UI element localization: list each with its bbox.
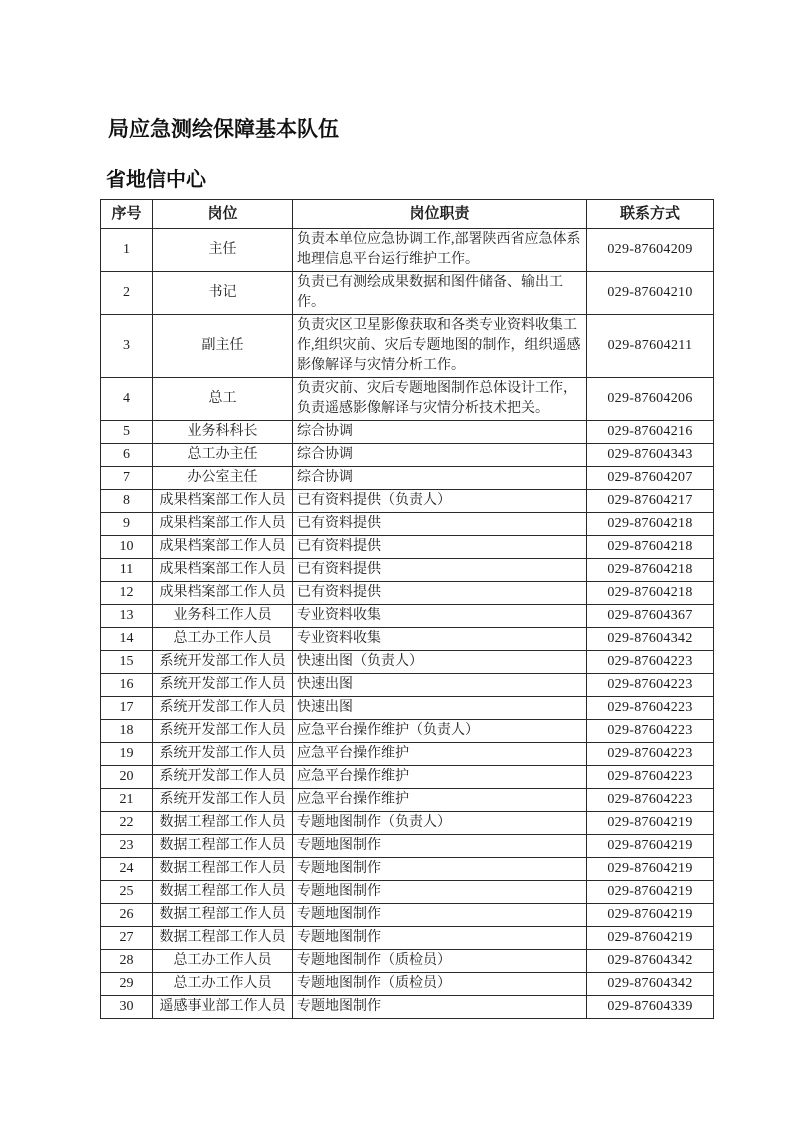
cell-contact: 029-87604223 — [587, 720, 714, 743]
cell-contact: 029-87604219 — [587, 904, 714, 927]
cell-position: 数据工程部工作人员 — [153, 927, 293, 950]
cell-contact: 029-87604218 — [587, 582, 714, 605]
table-row — [101, 904, 714, 927]
cell-contact: 029-87604339 — [587, 996, 714, 1019]
cell-index: 26 — [101, 904, 153, 927]
cell-index: 20 — [101, 766, 153, 789]
col-header-contact: 联系方式 — [587, 200, 714, 229]
table-row — [101, 835, 714, 858]
cell-position: 数据工程部工作人员 — [153, 835, 293, 858]
cell-contact: 029-87604223 — [587, 697, 714, 720]
table-row — [101, 743, 714, 766]
cell-index: 14 — [101, 628, 153, 651]
col-header-position: 岗位 — [153, 200, 293, 229]
cell-position: 数据工程部工作人员 — [153, 881, 293, 904]
table-row — [101, 651, 714, 674]
cell-index: 10 — [101, 536, 153, 559]
cell-position: 业务科工作人员 — [153, 605, 293, 628]
table-row — [101, 973, 714, 996]
cell-duty: 快速出图 — [293, 674, 587, 697]
cell-contact: 029-87604207 — [587, 467, 714, 490]
cell-index: 24 — [101, 858, 153, 881]
cell-contact: 029-87604342 — [587, 950, 714, 973]
table-row — [101, 444, 714, 467]
cell-position: 数据工程部工作人员 — [153, 904, 293, 927]
cell-contact: 029-87604209 — [587, 229, 714, 272]
cell-duty: 快速出图（负责人） — [293, 651, 587, 674]
cell-duty: 应急平台操作维护（负责人） — [293, 720, 587, 743]
cell-position: 成果档案部工作人员 — [153, 536, 293, 559]
cell-contact: 029-87604218 — [587, 536, 714, 559]
table-row — [101, 559, 714, 582]
cell-position: 总工办工作人员 — [153, 973, 293, 996]
cell-position: 系统开发部工作人员 — [153, 743, 293, 766]
table-row — [101, 789, 714, 812]
cell-index: 11 — [101, 559, 153, 582]
cell-duty: 专题地图制作（负责人） — [293, 812, 587, 835]
roster-table — [100, 199, 714, 1019]
cell-index: 15 — [101, 651, 153, 674]
cell-position: 系统开发部工作人员 — [153, 720, 293, 743]
cell-position: 系统开发部工作人员 — [153, 697, 293, 720]
cell-contact: 029-87604367 — [587, 605, 714, 628]
cell-position: 总工 — [153, 378, 293, 421]
table-row — [101, 881, 714, 904]
cell-index: 18 — [101, 720, 153, 743]
cell-contact: 029-87604211 — [587, 315, 714, 378]
cell-position: 系统开发部工作人员 — [153, 674, 293, 697]
table-row — [101, 605, 714, 628]
table-row — [101, 467, 714, 490]
cell-duty: 综合协调 — [293, 444, 587, 467]
cell-duty: 应急平台操作维护 — [293, 766, 587, 789]
cell-contact: 029-87604210 — [587, 272, 714, 315]
cell-contact: 029-87604223 — [587, 674, 714, 697]
cell-position: 总工办主任 — [153, 444, 293, 467]
cell-contact: 029-87604219 — [587, 881, 714, 904]
cell-index: 16 — [101, 674, 153, 697]
cell-contact: 029-87604223 — [587, 766, 714, 789]
cell-contact: 029-87604206 — [587, 378, 714, 421]
cell-position: 成果档案部工作人员 — [153, 490, 293, 513]
cell-index: 29 — [101, 973, 153, 996]
col-header-duty: 岗位职责 — [293, 200, 587, 229]
cell-index: 22 — [101, 812, 153, 835]
table-row — [101, 950, 714, 973]
document-title: 局应急测绘保障基本队伍 — [108, 118, 339, 141]
table-row — [101, 513, 714, 536]
table-row — [101, 421, 714, 444]
cell-position: 书记 — [153, 272, 293, 315]
cell-duty: 专题地图制作 — [293, 904, 587, 927]
cell-contact: 029-87604343 — [587, 444, 714, 467]
cell-index: 1 — [101, 229, 153, 272]
cell-position: 数据工程部工作人员 — [153, 858, 293, 881]
cell-index: 28 — [101, 950, 153, 973]
cell-duty: 专业资料收集 — [293, 605, 587, 628]
cell-index: 27 — [101, 927, 153, 950]
cell-contact: 029-87604223 — [587, 743, 714, 766]
cell-contact: 029-87604219 — [587, 858, 714, 881]
section-title: 省地信中心 — [106, 169, 206, 191]
table-row — [101, 315, 714, 378]
cell-index: 6 — [101, 444, 153, 467]
cell-contact: 029-87604219 — [587, 927, 714, 950]
table-row — [101, 536, 714, 559]
cell-contact: 029-87604217 — [587, 490, 714, 513]
table-row — [101, 378, 714, 421]
cell-position: 成果档案部工作人员 — [153, 513, 293, 536]
cell-position: 主任 — [153, 229, 293, 272]
cell-position: 系统开发部工作人员 — [153, 651, 293, 674]
cell-index: 21 — [101, 789, 153, 812]
cell-index: 2 — [101, 272, 153, 315]
cell-contact: 029-87604219 — [587, 835, 714, 858]
cell-duty: 综合协调 — [293, 421, 587, 444]
table-row — [101, 996, 714, 1019]
cell-duty: 专题地图制作 — [293, 858, 587, 881]
table-row — [101, 858, 714, 881]
cell-index: 12 — [101, 582, 153, 605]
cell-index: 25 — [101, 881, 153, 904]
table-row — [101, 582, 714, 605]
cell-duty: 已有资料提供（负责人） — [293, 490, 587, 513]
table-row — [101, 229, 714, 272]
cell-duty: 专题地图制作（质检员） — [293, 973, 587, 996]
cell-duty: 已有资料提供 — [293, 582, 587, 605]
cell-position: 总工办工作人员 — [153, 950, 293, 973]
col-header-index: 序号 — [101, 200, 153, 229]
cell-index: 3 — [101, 315, 153, 378]
table-row — [101, 674, 714, 697]
table-row — [101, 766, 714, 789]
table-row — [101, 720, 714, 743]
cell-duty: 应急平台操作维护 — [293, 743, 587, 766]
table-row — [101, 697, 714, 720]
cell-index: 5 — [101, 421, 153, 444]
cell-index: 30 — [101, 996, 153, 1019]
cell-index: 13 — [101, 605, 153, 628]
cell-contact: 029-87604342 — [587, 973, 714, 996]
table-row — [101, 812, 714, 835]
cell-position: 业务科科长 — [153, 421, 293, 444]
table-header-row — [101, 200, 714, 229]
cell-position: 遥感事业部工作人员 — [153, 996, 293, 1019]
table-row — [101, 927, 714, 950]
cell-duty: 已有资料提供 — [293, 559, 587, 582]
cell-duty: 应急平台操作维护 — [293, 789, 587, 812]
cell-duty: 专题地图制作 — [293, 881, 587, 904]
cell-contact: 029-87604219 — [587, 812, 714, 835]
cell-index: 4 — [101, 378, 153, 421]
cell-position: 办公室主任 — [153, 467, 293, 490]
cell-contact: 029-87604223 — [587, 789, 714, 812]
cell-duty: 综合协调 — [293, 467, 587, 490]
cell-duty: 已有资料提供 — [293, 536, 587, 559]
cell-position: 成果档案部工作人员 — [153, 582, 293, 605]
cell-duty: 负责已有测绘成果数据和图件储备、输出工作。 — [293, 272, 587, 315]
cell-index: 19 — [101, 743, 153, 766]
cell-duty: 专题地图制作（质检员） — [293, 950, 587, 973]
cell-contact: 029-87604218 — [587, 559, 714, 582]
cell-duty: 快速出图 — [293, 697, 587, 720]
cell-position: 成果档案部工作人员 — [153, 559, 293, 582]
cell-position: 数据工程部工作人员 — [153, 812, 293, 835]
cell-duty: 专题地图制作 — [293, 996, 587, 1019]
cell-contact: 029-87604218 — [587, 513, 714, 536]
cell-position: 系统开发部工作人员 — [153, 766, 293, 789]
table-row — [101, 628, 714, 651]
cell-index: 17 — [101, 697, 153, 720]
table-row — [101, 490, 714, 513]
cell-duty: 负责灾前、灾后专题地图制作总体设计工作，负责遥感影像解译与灾情分析技术把关。 — [293, 378, 587, 421]
cell-index: 8 — [101, 490, 153, 513]
cell-duty: 专业资料收集 — [293, 628, 587, 651]
cell-index: 7 — [101, 467, 153, 490]
cell-duty: 专题地图制作 — [293, 835, 587, 858]
cell-index: 9 — [101, 513, 153, 536]
cell-duty: 负责灾区卫星影像获取和各类专业资料收集工作,组织灾前、灾后专题地图的制作，组织遥感影像解译与灾情分析工作。 — [293, 315, 587, 378]
cell-contact: 029-87604342 — [587, 628, 714, 651]
cell-index: 23 — [101, 835, 153, 858]
cell-duty: 已有资料提供 — [293, 513, 587, 536]
cell-position: 系统开发部工作人员 — [153, 789, 293, 812]
cell-duty: 专题地图制作 — [293, 927, 587, 950]
cell-contact: 029-87604216 — [587, 421, 714, 444]
table-row — [101, 272, 714, 315]
cell-position: 副主任 — [153, 315, 293, 378]
cell-duty: 负责本单位应急协调工作,部署陕西省应急体系地理信息平台运行维护工作。 — [293, 229, 587, 272]
cell-position: 总工办工作人员 — [153, 628, 293, 651]
cell-contact: 029-87604223 — [587, 651, 714, 674]
roster-table-body — [101, 229, 714, 1019]
